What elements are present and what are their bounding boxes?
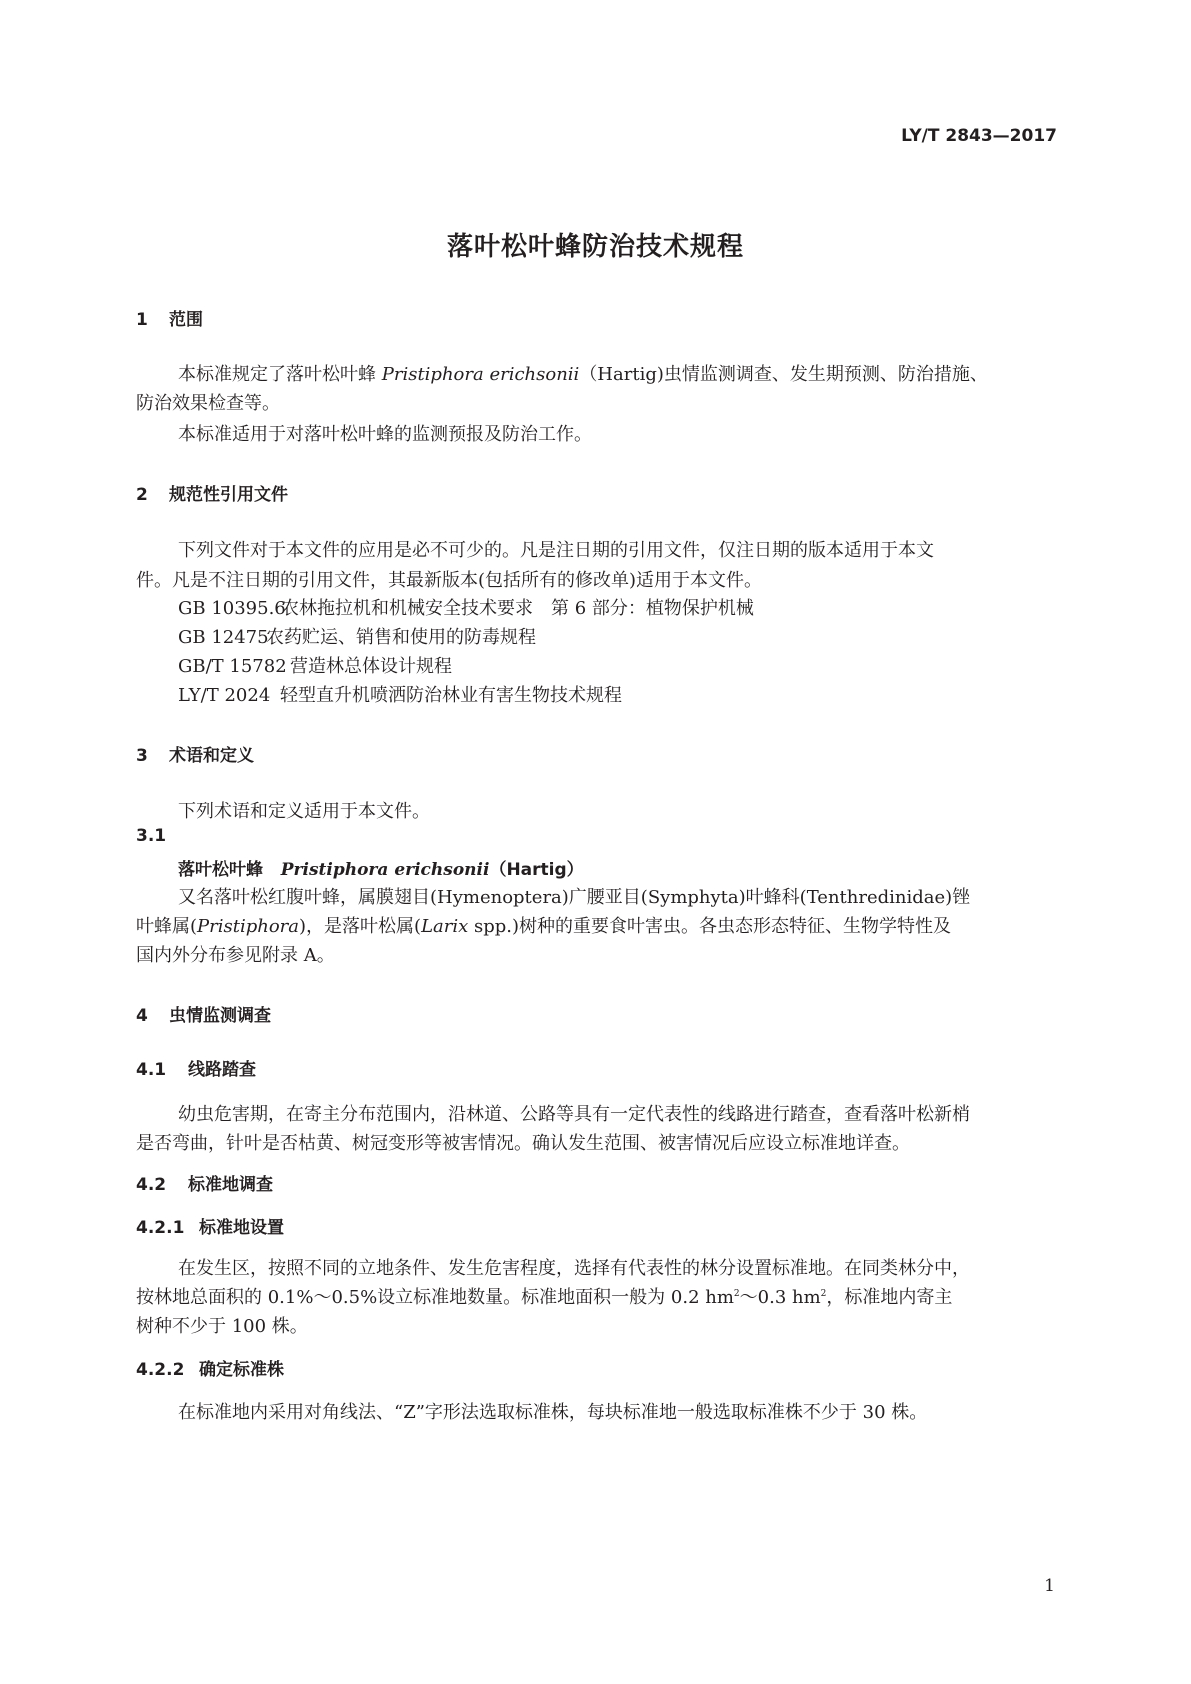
section-4-2-1-heading: [136, 1213, 284, 1238]
section-1-paragraph-1-line-2: 防治效果检查等。: [136, 393, 280, 414]
reference-name: 轻型直升机喷洒防治林业有害生物技术规程: [280, 685, 622, 706]
text-run: 叶蜂属(: [136, 916, 198, 937]
text-run: spp.)树种的重要食叶害虫。各虫态形态特征、生物学特性及: [468, 916, 952, 937]
section-2-paragraph-line-1: 下列文件对于本文件的应用是必不可少的。凡是注日期的引用文件，仅注日期的版本适用于本文: [178, 540, 934, 561]
text-run: 本标准规定了落叶松叶蜂: [178, 364, 382, 385]
section-number: 4: [136, 1006, 148, 1026]
section-number: 4.2.1: [136, 1218, 185, 1238]
reference-item: [178, 594, 754, 620]
section-title: 虫情监测调查: [169, 1006, 271, 1026]
superscript: 2: [733, 1289, 740, 1299]
term-author: （Hartig）: [489, 860, 584, 880]
section-3-heading: [136, 741, 254, 766]
reference-name: 农药贮运、销售和使用的防毒规程: [266, 627, 536, 648]
section-1-paragraph-2: 本标准适用于对落叶松叶蜂的监测预报及防治工作。: [178, 424, 592, 445]
document-title: 落叶松叶蜂防治技术规程: [446, 232, 744, 262]
reference-name: 营造林总体设计规程: [290, 656, 452, 677]
term-chinese: 落叶松叶蜂: [178, 860, 263, 880]
term-definition-line-1: 又名落叶松红腹叶蜂，属膜翅目(Hymenoptera)广腰亚目(Symphyta)叶蜂科(Tenthredinidae)锉: [178, 887, 971, 908]
section-title: 标准地设置: [199, 1218, 284, 1238]
reference-item: [178, 652, 452, 678]
reference-code: GB/T 15782: [178, 656, 287, 677]
section-1-heading: [136, 305, 203, 330]
section-title: 确定标准株: [199, 1360, 284, 1380]
section-number: 1: [136, 310, 148, 330]
latin-name: Pristiphora: [197, 916, 300, 937]
term-number: 3.1: [136, 826, 167, 846]
page-number: 1: [1044, 1576, 1055, 1596]
section-4-heading: [136, 1001, 271, 1026]
text-run: ～0.3 hm: [739, 1287, 821, 1308]
section-2-heading: [136, 480, 288, 505]
section-number: 3: [136, 746, 148, 766]
term-heading: [178, 855, 584, 880]
text-run: ，标准地内寄主: [826, 1287, 953, 1308]
section-number: 4.2.2: [136, 1360, 185, 1380]
term-latin: Pristiphora erichsonii: [280, 860, 490, 880]
text-run: 按林地总面积的 0.1%～0.5%设立标准地数量。标准地面积一般为 0.2 hm: [136, 1287, 734, 1308]
reference-code: LY/T 2024: [178, 685, 271, 706]
section-1-paragraph-1: [178, 360, 988, 386]
section-title: 标准地调查: [188, 1175, 273, 1195]
section-4-2-heading: [136, 1170, 273, 1195]
section-3-paragraph: 下列术语和定义适用于本文件。: [178, 801, 430, 822]
section-number: 4.2: [136, 1175, 167, 1195]
section-2-paragraph-line-2: 件。凡是不注日期的引用文件，其最新版本(包括所有的修改单)适用于本文件。: [136, 570, 763, 591]
superscript: 2: [820, 1289, 827, 1299]
latin-name: Larix: [421, 916, 469, 937]
section-title: 范围: [169, 310, 203, 330]
latin-name: Pristiphora erichsonii: [381, 364, 580, 385]
section-4-2-2-line-1: 在标准地内采用对角线法、“Z”字形法选取标准株，每块标准地一般选取标准株不少于 30 株。: [178, 1402, 928, 1423]
section-number: 2: [136, 485, 148, 505]
reference-code: GB 12475: [178, 627, 269, 648]
section-4-2-2-heading: [136, 1355, 284, 1380]
section-4-2-1-line-3: 树种不少于 100 株。: [136, 1316, 308, 1337]
term-definition-line-2: [136, 912, 951, 938]
section-4-1-heading: [136, 1055, 256, 1080]
reference-item: [178, 681, 622, 707]
section-title: 规范性引用文件: [169, 485, 288, 505]
section-number: 4.1: [136, 1060, 167, 1080]
reference-item: [178, 623, 536, 649]
reference-code: GB 10395.6: [178, 598, 286, 619]
section-4-2-1-line-2: [136, 1283, 952, 1309]
section-4-1-line-1: 幼虫危害期，在寄主分布范围内，沿林道、公路等具有一定代表性的线路进行踏查，查看落叶松新梢: [178, 1104, 970, 1125]
section-title: 术语和定义: [169, 746, 254, 766]
section-title: 线路踏查: [188, 1060, 256, 1080]
text-run: )，是落叶松属(: [299, 916, 422, 937]
reference-name: 农林拖拉机和机械安全技术要求 第 6 部分：植物保护机械: [281, 598, 754, 619]
section-4-2-1-line-1: 在发生区，按照不同的立地条件、发生危害程度，选择有代表性的林分设置标准地。在同类林分中，: [178, 1258, 970, 1279]
standard-code: LY/T 2843—2017: [901, 126, 1057, 146]
term-definition-line-3: 国内外分布参见附录 A。: [136, 945, 335, 966]
section-4-1-line-2: 是否弯曲，针叶是否枯黄、树冠变形等被害情况。确认发生范围、被害情况后应设立标准地详查。: [136, 1133, 910, 1154]
text-run: （Hartig)虫情监测调查、发生期预测、防治措施、: [579, 364, 988, 385]
